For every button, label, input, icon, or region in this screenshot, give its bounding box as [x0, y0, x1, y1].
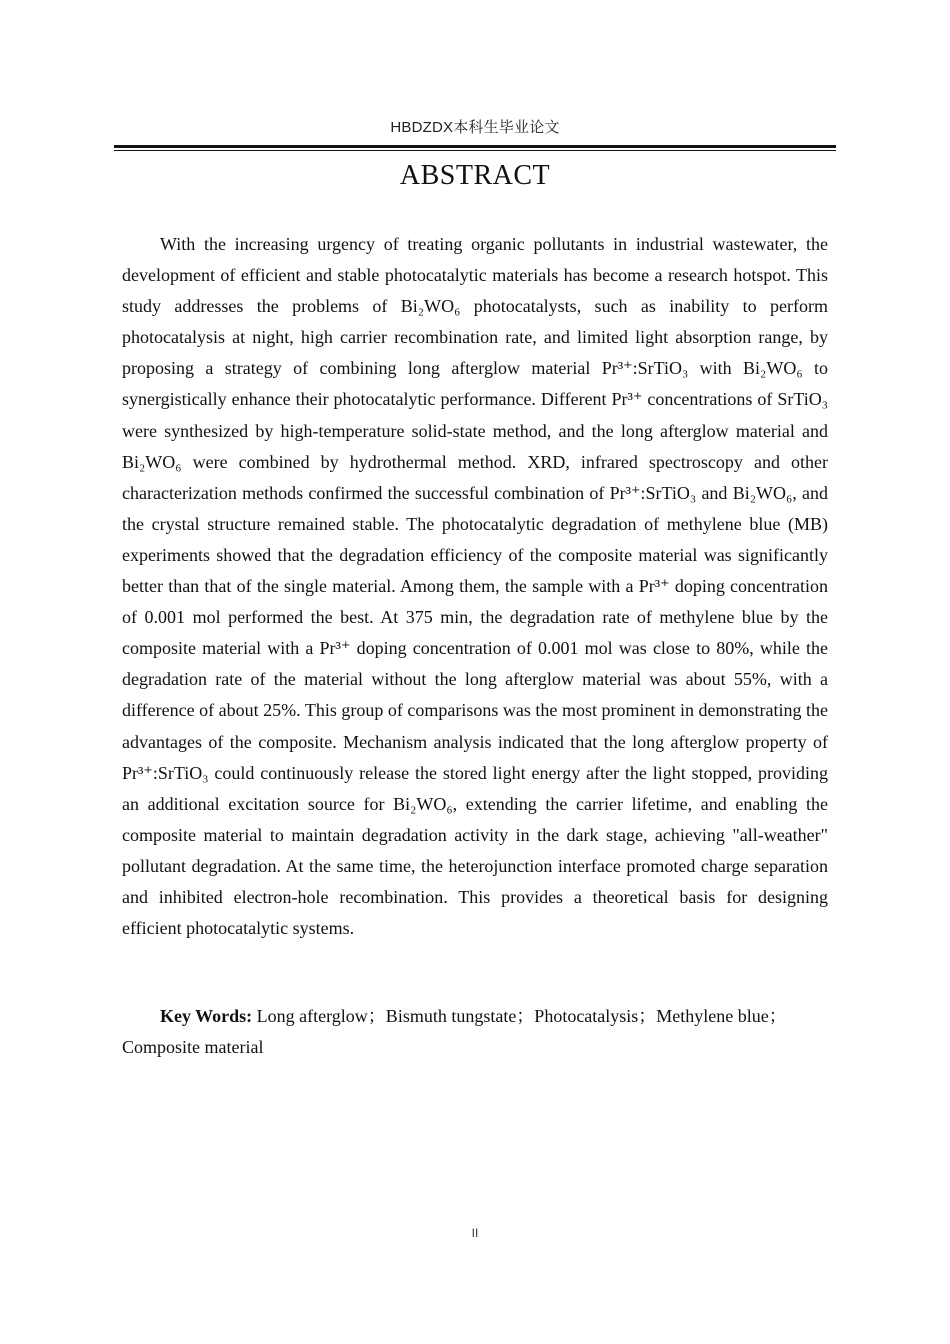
- keywords-list: Long afterglow；Bismuth tungstate；Photocatalysis；Methylene blue；Composite material: [122, 1006, 787, 1058]
- running-header: HBDZDX本科生毕业论文: [390, 119, 560, 136]
- abstract-body: With the increasing urgency of treating organic pollutants in industrial wastewater, the development of efficient and stable photocatalytic materials has become a research hotspot. This study addresses the problems of Bi₂WO₆ photocatalysts, such as inability to perform photocatalysis at night, high carrier recombination rate, and limited light absorption range, by proposing a strategy of combining long afterglow material Pr³⁺:SrTiO₃ with Bi₂WO₆ to synergistically enhance their photocatalytic performance. Different Pr³⁺ concentrations of SrTiO₃ were synthesized by high-temperature solid-state method, and the long afterglow material and Bi₂WO₆ were combined by hydrothermal method. XRD, infrared spectroscopy and other characterization methods confirmed the successful combination of Pr³⁺:SrTiO₃ and Bi₂WO₆, and the crystal structure remained stable. The photocatalytic degradation of methylene blue (MB) experiments showed that the degradation efficiency of the composite material was significantly better than that of the single material. Among them, the sample with a Pr³⁺ doping concentration of 0.001 mol performed the best. At 375 min, the degradation rate of methylene blue by the composite material with a Pr³⁺ doping concentration of 0.001 mol was close to 80%, while the degradation rate of the material without the long afterglow material was about 55%, with a difference of about 25%. This group of comparisons was the most prominent in demonstrating the advantages of the composite. Mechanism analysis indicated that the long afterglow property of Pr³⁺:SrTiO₃ could continuously release the stored light energy after the light stopped, providing an additional excitation source for Bi₂WO₆, extending the carrier lifetime, and enabling the composite material to maintain degradation activity in the dark stage, achieving "all-weather" pollutant degradation. At the same time, the heterojunction interface promoted charge separation and inhibited electron-hole recombination. This provides a theoretical basis for designing efficient photocatalytic systems.: [122, 234, 828, 939]
- keywords-label: Key Words:: [160, 1006, 253, 1026]
- page-number: II: [471, 1226, 479, 1240]
- header-divider: [114, 145, 836, 151]
- page-title: ABSTRACT: [399, 160, 551, 191]
- keywords-paragraph: [122, 1001, 828, 1063]
